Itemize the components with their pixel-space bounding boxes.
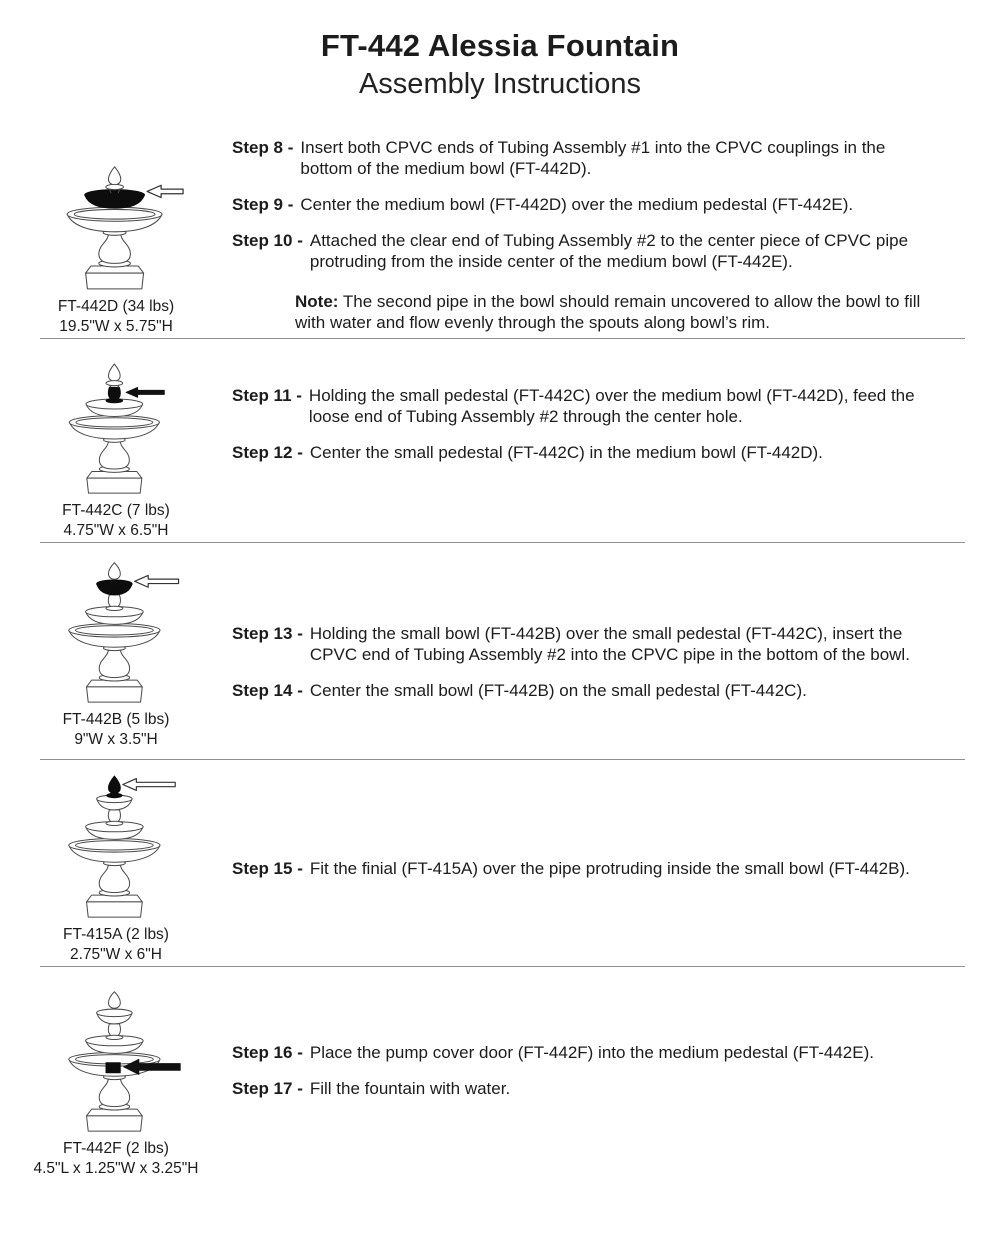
figure-ft-442b bbox=[0, 543, 232, 751]
pointer-arrow-icon bbox=[126, 387, 164, 397]
step-label: Step 16 - bbox=[232, 1042, 303, 1062]
step-8 bbox=[232, 137, 932, 179]
section-medium-bowl bbox=[0, 135, 1000, 338]
figure-ft-415a bbox=[0, 760, 232, 966]
title-block bbox=[0, 0, 1000, 101]
fountain-diagram-medium-bowl-highlight bbox=[30, 137, 203, 295]
note-text: The second pipe in the bowl should remain uncovered to allow the bowl to fill with water and flow evenly through the spouts along bowl’s rim. bbox=[295, 292, 921, 333]
step-15 bbox=[232, 858, 932, 879]
part-dimensions: 4.75"W x 6.5"H bbox=[63, 522, 169, 540]
small-bowl-highlight bbox=[97, 580, 132, 595]
steps-col-5 bbox=[232, 967, 972, 1114]
pointer-arrow-icon bbox=[147, 185, 183, 197]
part-dimensions: 9"W x 3.5"H bbox=[74, 731, 158, 749]
fountain-diagram-small-pedestal-highlight bbox=[34, 349, 198, 499]
step-text: Place the pump cover door (FT-442F) into the medium pedestal (FT-442E). bbox=[309, 1042, 874, 1062]
base-front bbox=[85, 273, 143, 289]
step-label: Step 10 - bbox=[232, 231, 303, 251]
step-label: Step 12 - bbox=[232, 443, 303, 463]
page-title: FT-442 Alessia Fountain bbox=[320, 28, 680, 63]
part-dimensions: 19.5"W x 5.75"H bbox=[59, 318, 173, 336]
step-text: Attached the clear end of Tubing Assembly #2 to the center piece of CPVC pipe protruding from the inside center of the medium bowl (FT-442E). bbox=[309, 231, 909, 272]
step-14 bbox=[232, 680, 932, 701]
steps-col-3 bbox=[232, 543, 972, 716]
figure-ft-442c bbox=[0, 339, 232, 542]
step-11 bbox=[232, 385, 932, 427]
part-id: FT-442F (2 lbs) bbox=[63, 1139, 169, 1157]
part-id: FT-442C (7 lbs) bbox=[62, 501, 170, 519]
step-text: Insert both CPVC ends of Tubing Assembly #1 into the CPVC couplings in the bottom of the medium bowl (FT-442D). bbox=[300, 138, 886, 179]
steps-col-2 bbox=[232, 339, 972, 478]
section-finial bbox=[0, 760, 1000, 966]
step-label: Step 11 - bbox=[232, 385, 302, 405]
part-id: FT-442D (34 lbs) bbox=[57, 298, 175, 315]
step-label: Step 17 - bbox=[232, 1078, 303, 1098]
note bbox=[295, 291, 932, 333]
step-text: Fit the finial (FT-415A) over the pipe protruding inside the small bowl (FT-442B). bbox=[309, 858, 910, 878]
step-12 bbox=[232, 442, 932, 463]
step-label: Step 9 - bbox=[232, 195, 294, 215]
finial bbox=[105, 167, 123, 193]
figure-caption bbox=[0, 1139, 232, 1180]
section-small-bowl bbox=[0, 543, 1000, 759]
step-text: Center the medium bowl (FT-442D) over the medium pedestal (FT-442E). bbox=[300, 195, 854, 215]
step-text: Fill the fountain with water. bbox=[309, 1078, 511, 1098]
figure-ft-442f bbox=[0, 967, 232, 1180]
step-17 bbox=[232, 1078, 932, 1099]
step-label: Step 15 - bbox=[232, 858, 303, 878]
part-dimensions: 2.75"W x 6"H bbox=[70, 946, 162, 964]
section-small-pedestal bbox=[0, 339, 1000, 542]
part-dimensions: 4.5"L x 1.25"W x 3.25"H bbox=[33, 1160, 199, 1178]
figure-caption bbox=[0, 297, 232, 338]
fountain-diagram-pump-door-highlight bbox=[33, 985, 199, 1137]
figure-caption bbox=[0, 710, 232, 751]
step-16 bbox=[232, 1042, 932, 1063]
fountain-diagram-finial-highlight bbox=[33, 771, 199, 923]
step-13 bbox=[232, 623, 932, 665]
step-label: Step 14 - bbox=[232, 680, 303, 700]
step-label: Step 13 - bbox=[232, 623, 303, 643]
steps-col-1 bbox=[232, 135, 972, 334]
page-subtitle: Assembly Instructions bbox=[358, 68, 642, 100]
section-pump-cover-door bbox=[0, 967, 1000, 1180]
figure-caption bbox=[0, 501, 232, 542]
finial bbox=[108, 563, 120, 579]
pointer-arrow-icon bbox=[123, 778, 175, 790]
pointer-arrow-icon bbox=[135, 575, 179, 587]
step-text: Holding the small pedestal (FT-442C) over the medium bowl (FT-442D), feed the loose end of Tubing Assembly #2 through the center hole. bbox=[308, 385, 915, 426]
pump-cover-door-highlight bbox=[106, 1062, 120, 1072]
finial bbox=[106, 364, 123, 387]
small-pedestal-highlight bbox=[106, 387, 123, 402]
step-9 bbox=[232, 194, 932, 215]
note-label: Note: bbox=[295, 292, 339, 312]
step-text: Center the small bowl (FT-442B) on the small pedestal (FT-442C). bbox=[309, 680, 807, 700]
part-id: FT-442B (5 lbs) bbox=[62, 710, 170, 728]
step-text: Center the small pedestal (FT-442C) in the medium bowl (FT-442D). bbox=[309, 443, 823, 463]
steps-col-4 bbox=[232, 760, 972, 894]
figure-ft-442d bbox=[0, 135, 232, 338]
finial-highlight bbox=[107, 776, 122, 798]
figure-caption bbox=[0, 925, 232, 966]
part-id: FT-415A (2 lbs) bbox=[63, 925, 169, 943]
fountain-diagram-small-bowl-highlight bbox=[33, 556, 199, 708]
finial bbox=[108, 991, 120, 1007]
step-text: Holding the small bowl (FT-442B) over the small pedestal (FT-442C), insert the CPVC end of Tubing Assembly #2 into the CPVC pipe in the bottom of the bowl. bbox=[309, 623, 910, 664]
step-10 bbox=[232, 230, 932, 272]
step-label: Step 8 - bbox=[232, 138, 294, 157]
